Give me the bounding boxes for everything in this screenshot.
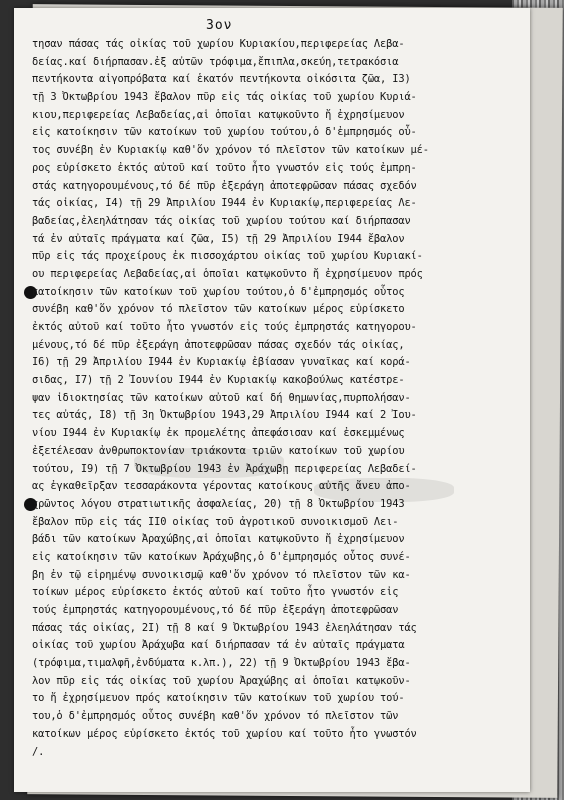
text-line: (τρόφιμα,τιμαλφῆ,ἐνδύματα κ.λπ.), 22) τῇ 9 Ὀκτωβρίου 1943 ἔβα- bbox=[32, 657, 411, 670]
text-line: σιδας, Ι7) τῇ 2 Ἰουνίου Ι944 ἐν Κυριακίῳ κακοβούλως κατέστρε- bbox=[32, 374, 405, 387]
text-line: τοίκων μέρος εὑρίσκετο ἐκτός αὐτοῦ καί τοῦτο ἦτο γνωστόν εἰς bbox=[32, 586, 399, 599]
text-line: πῦρ εἰς τάς προχείρους ἐκ πισσοχάρτου οἰκίας τοῦ χωρίου Κυριακί- bbox=[32, 250, 423, 263]
text-line: βάδι τῶν κατοίκων Ἀραχώβης,αἱ ὁποῖαι κατῳκοῦντο ἤ ἐχρησίμευον bbox=[32, 533, 405, 546]
text-line: μένους,τό δέ πῦρ ἐξεράγη ἀποτεφρῶσαν πάσας σχεδόν τάς οἰκίας, bbox=[32, 338, 405, 351]
text-line: δείας.καί διήρπασαν.ἐξ αὐτῶν τρόφιμα,ἔπιπλα,σκεύη,τετρακόσια bbox=[32, 55, 399, 68]
text-line: τος συνέβη ἐν Κυριακίῳ καθ'ὅν χρόνον τό πλεῖστον τῶν κατοίκων μέ- bbox=[32, 144, 429, 157]
text-line: νίου Ι944 ἐν Κυριακίῳ ἐκ προμελέτης ἀπεφάσισαν καί ἐσκεμμένως bbox=[32, 427, 405, 440]
text-line: εἰς κατοίκησιν τῶν κατοίκων Ἀράχωβης,ὁ δ'ἐμπρησμός οὗτος συνέ- bbox=[32, 550, 411, 563]
text-line: του,ὁ δ'ἐμπρησμός οὗτος συνέβη καθ'ὅν χρόνον τό πλεῖστον τῶν bbox=[32, 710, 399, 723]
text-line: συνέβη καθ'ὅν χρόνον τό πλεῖστον τῶν κατοίκων μέρος εὑρίσκετο bbox=[32, 303, 405, 316]
text-line: Ι6) τῇ 29 Ἀπριλίου Ι944 ἐν Κυριακίῳ ἐβίασαν γυναῖκας καί κορά- bbox=[32, 356, 411, 369]
text-line: βαδείας,ἐλεηλάτησαν τάς οἰκίας τοῦ χωρίου τούτου καί διήρπασαν bbox=[32, 214, 411, 227]
text-line: κιου,περιφερείας Λεβαδείας,αἱ ὁποῖαι κατῳκοῦντο ἤ ἐχρησίμευον bbox=[32, 108, 405, 121]
text-line: οἰκίας τοῦ χωρίου Ἀράχωβα καί διήρπασαν τά ἐν αὐταῖς πράγματα bbox=[32, 639, 405, 652]
text-line: εἰς κατοίκησιν τῶν κατοίκων τοῦ χωρίου τούτου,ὁ δ'ἐμπρησμός οὗ- bbox=[32, 126, 417, 139]
text-line: πεντήκοντα αἰγοπρόβατα καί ἑκατόν πεντήκοντα οἰκόσιτα ζῶα, Ι3) bbox=[32, 73, 411, 86]
text-line: στάς κατηγορουμένους,τό δέ πῦρ ἐξεράγη ἀποτεφρῶσαν πάσας σχεδόν bbox=[32, 179, 417, 192]
text-line: τῇ 3 Ὀκτωβρίου 1943 ἔβαλον πῦρ εἰς τάς οἰκίας τοῦ χωρίου Κυριά- bbox=[32, 91, 417, 104]
text-line: τά ἐν αὐταῖς πράγματα καί ζῶα, Ι5) τῇ 29 Ἀπριλίου Ι944 ἔβαλον bbox=[32, 232, 405, 245]
text-line: ου περιφερείας Λεβαδείας,αἱ ὁποῖαι κατῳκοῦντο ἤ ἐχρησίμευον πρός bbox=[32, 267, 423, 280]
text-line: ας ἐγκαθεῖρξαν τεσσαράκοντα γέροντας κατοίκους αὐτῆς ἄνευ ἀπο- bbox=[32, 480, 411, 493]
text-line: πάσας τάς οἰκίας, 2Ι) τῇ 8 καί 9 Ὀκτωβρίου 1943 ἐλεηλάτησαν τάς bbox=[32, 621, 417, 634]
text-line: ρος εὑρίσκετο ἐκτός αὐτοῦ καί τοῦτο ἦτο γνωστόν εἰς τούς ἐμπρη- bbox=[32, 161, 417, 174]
text-line: χρῶντος λόγου στρατιωτικῆς ἀσφαλείας, 20) τῇ 8 Ὀκτωβρίου 1943 bbox=[32, 497, 405, 510]
text-line: τάς οἰκίας, Ι4) τῇ 29 Ἀπριλίου Ι944 ἐν Κυριακίῳ,περιφερείας Λε- bbox=[32, 197, 417, 210]
text-line: τούτου, Ι9) τῇ 7 Ὀκτωβρίου 1943 ἐν Ἀράχωβῃ περιφερείας Λεβαδεί- bbox=[32, 462, 417, 475]
text-line: /. bbox=[32, 745, 45, 758]
text-line: ψαν ἰδιοκτησίας τῶν κατοίκων αὐτοῦ καί δή θημωνίας,πυρπολήσαν- bbox=[32, 391, 411, 404]
text-line: τες αὐτάς, Ι8) τῇ 3η Ὀκτωβρίου 1943,29 Ἀπριλίου Ι944 καί 2 Ἰου- bbox=[32, 409, 417, 422]
text-line: κατοίκησιν τῶν κατοίκων τοῦ χωρίου τούτου,ὁ δ'ἐμπρησμός οὗτος bbox=[32, 285, 405, 298]
typed-text-body bbox=[32, 36, 518, 761]
text-line: κατοίκων μέρος εὑρίσκετο ἐκτός τοῦ χωρίου καί τοῦτο ἦτο γνωστόν bbox=[32, 727, 417, 740]
text-line: τησαν πάσας τάς οἰκίας τοῦ χωρίου Κυριακίου,περιφερείας Λεβα- bbox=[32, 38, 405, 50]
text-line: βη ἐν τῷ εἰρημένῳ συνοικισμῷ καθ'ὅν χρόνον τό πλεῖστον τῶν κα- bbox=[32, 568, 411, 581]
text-line: ἐκτός αὐτοῦ καί τοῦτο ἦτο γνωστόν εἰς τούς ἐμπρηστάς κατηγορου- bbox=[32, 321, 417, 333]
text-line: λον πῦρ εἰς τάς οἰκίας τοῦ χωρίου Ἀραχώβης αἱ ὁποῖαι κατῳκοῦν- bbox=[32, 674, 411, 687]
document-page bbox=[14, 8, 530, 792]
text-line: το ἤ ἐχρησίμευον πρός κατοίκησιν τῶν κατοίκων τοῦ χωρίου τού- bbox=[32, 692, 405, 705]
text-line: ἐξετέλεσαν ἀνθρωποκτονίαν τριάκοντα τριῶν κατοίκων τοῦ χωρίου bbox=[32, 444, 405, 457]
text-line: ἔβαλον πῦρ εἰς τάς ΙΙ0 οἰκίας τοῦ ἀγροτικοῦ συνοικισμοῦ Λει- bbox=[32, 515, 399, 528]
text-line: τούς ἐμπρηστάς κατηγορουμένους,τό δέ πῦρ ἐξεράγη ἀποτεφρῶσαν bbox=[32, 604, 399, 616]
page-number: 3ον bbox=[206, 18, 233, 33]
